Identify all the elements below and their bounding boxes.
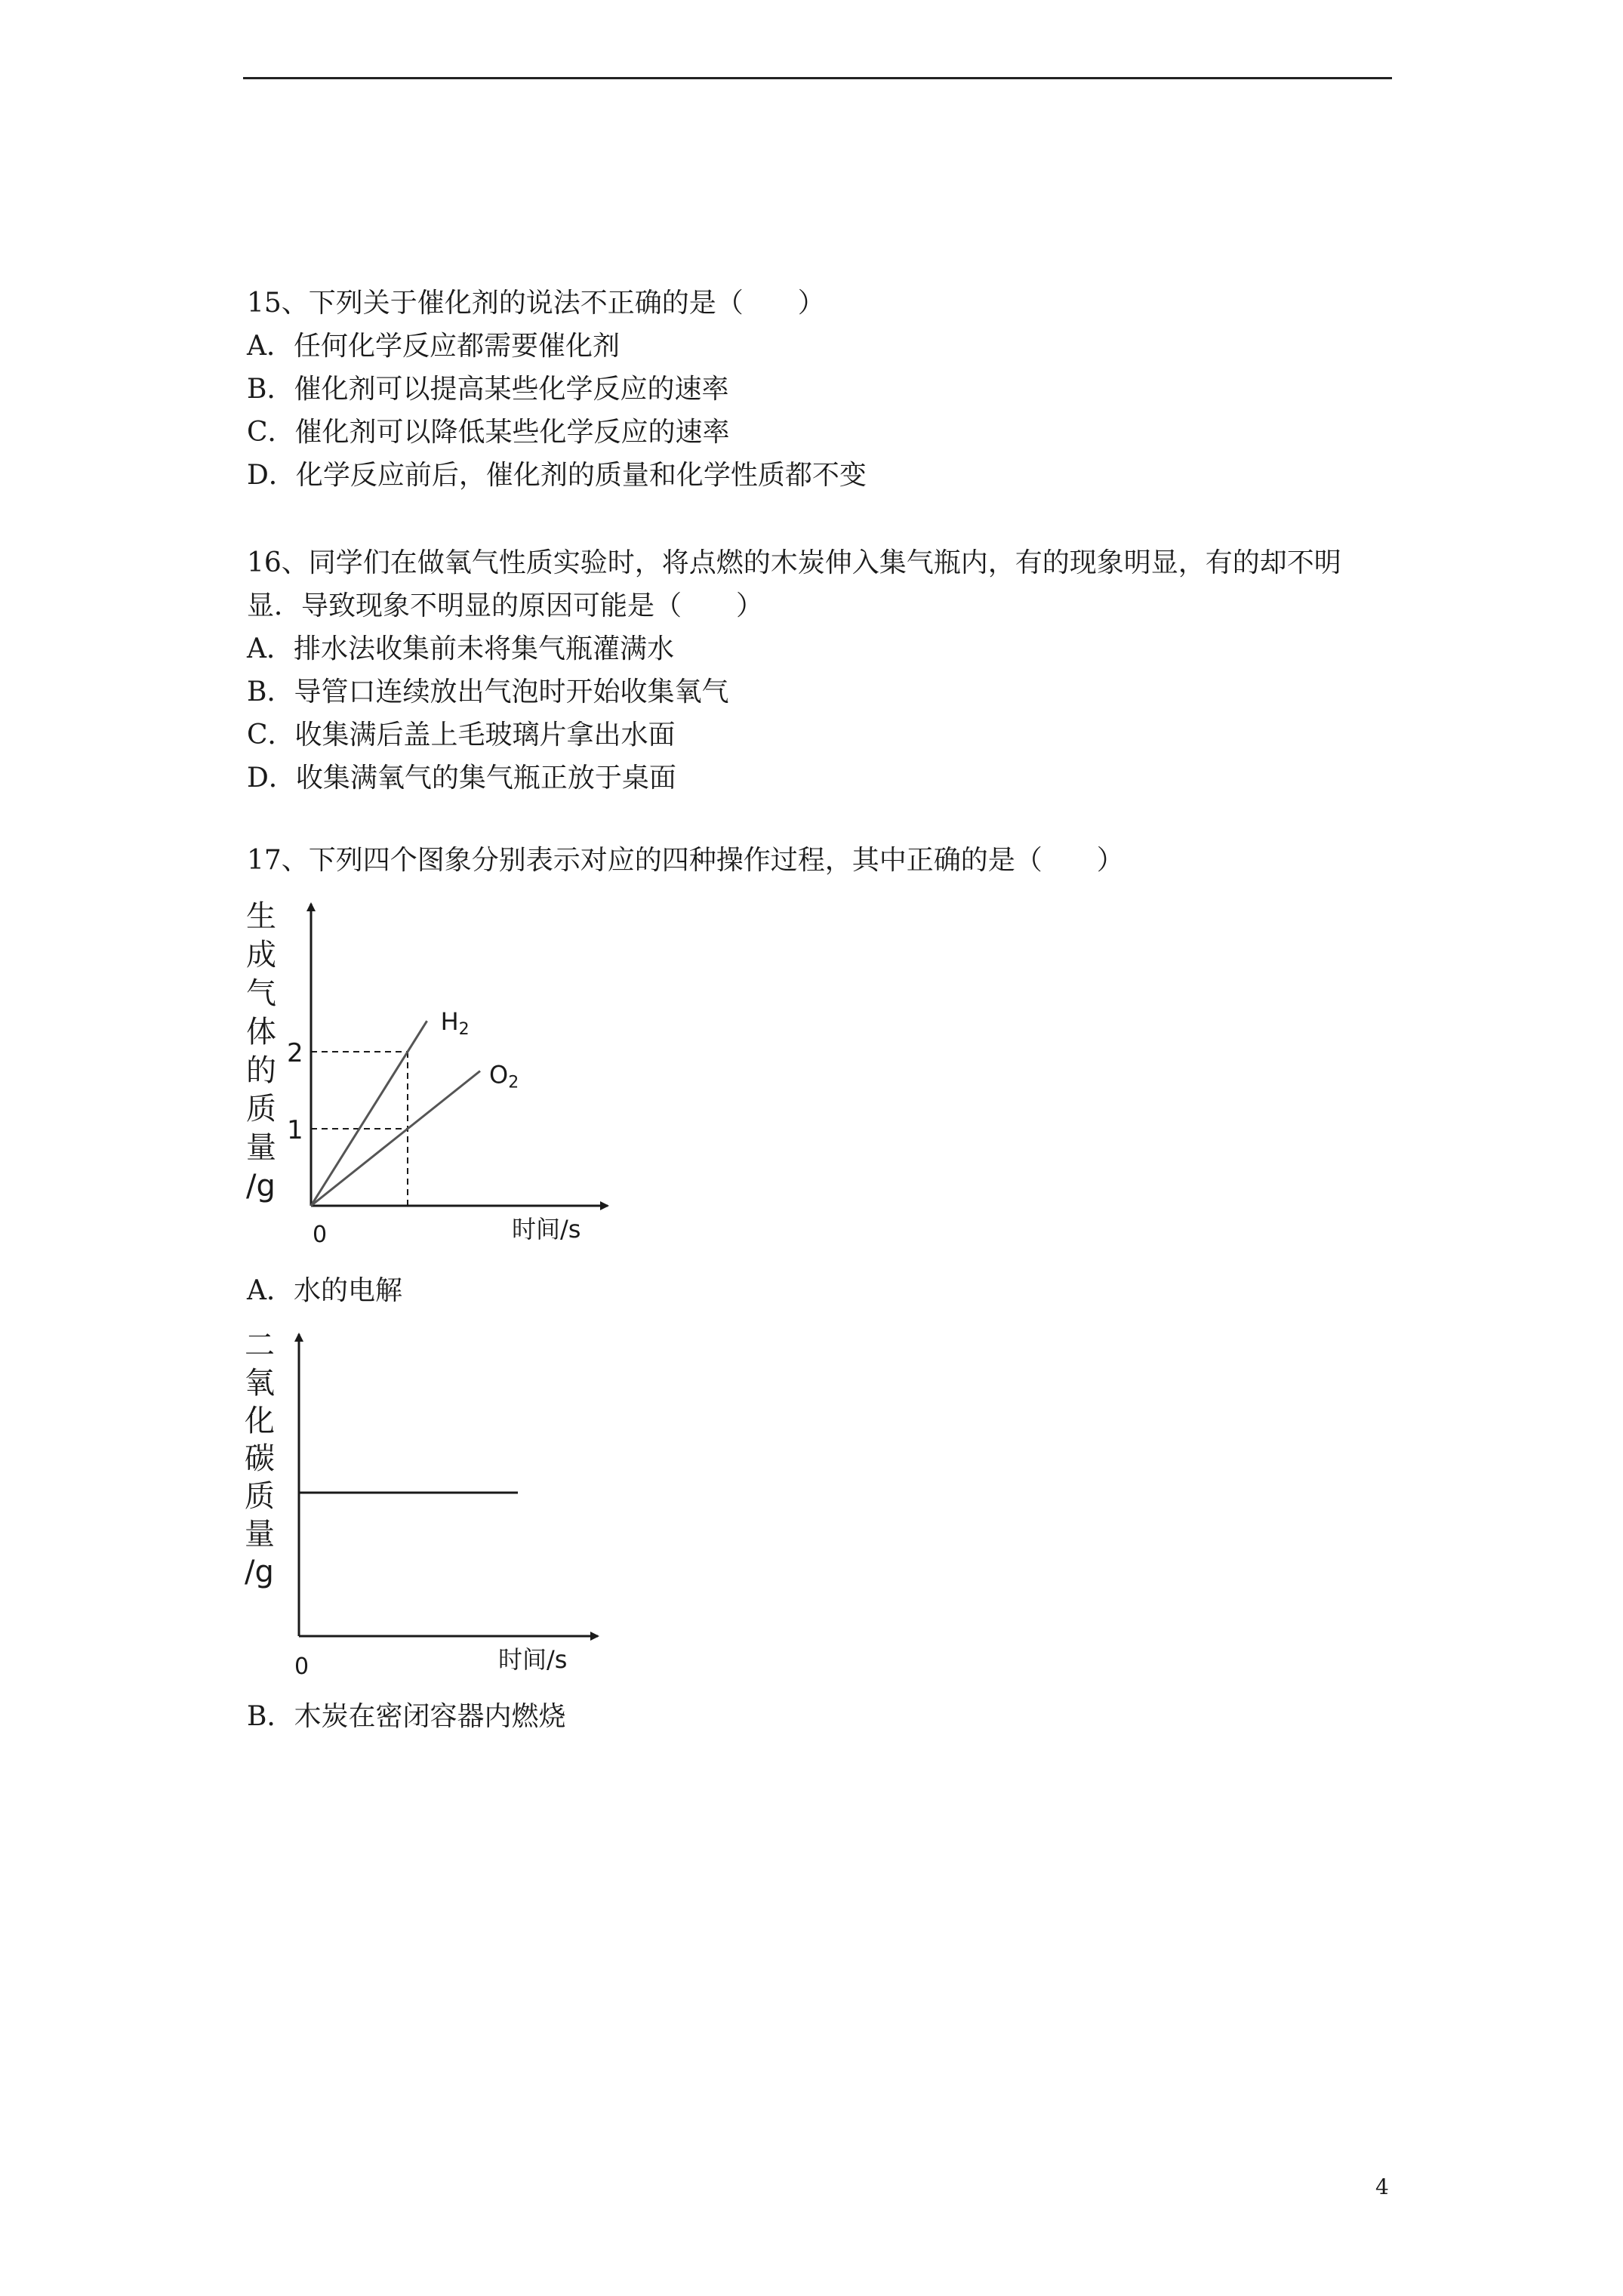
y-tick-label-1: 1: [287, 1115, 303, 1145]
y-axis-label: [245, 1328, 275, 1589]
series-label-o2: O2: [489, 1060, 519, 1093]
chart-water-electrolysis: [242, 895, 634, 1257]
y-axis-label-char: 生: [246, 899, 276, 934]
q16-option-a: A．排水法收集前未将集气瓶灌满水: [247, 633, 674, 664]
y-axis-label-char: 的: [246, 1053, 276, 1088]
chart-charcoal-combustion: [242, 1325, 634, 1687]
q15-option-a: A．任何化学反应都需要催化剂: [247, 331, 620, 362]
y-axis-label-char: 二: [245, 1328, 275, 1363]
q15-option-c: C．催化剂可以降低某些化学反应的速率: [247, 417, 730, 448]
q15-option-d: D．化学反应前后，催化剂的质量和化学性质都不变: [247, 460, 867, 491]
y-axis-label-char: 成: [246, 938, 276, 972]
x-axis-label: 时间/s: [498, 1645, 568, 1674]
y-axis-label-char: 体: [246, 1015, 276, 1049]
x-axis-label: 时间/s: [512, 1215, 581, 1244]
y-axis-label-char: 化: [245, 1404, 275, 1438]
y-axis-label-char: 质: [246, 1092, 276, 1126]
q17-option-b: B．木炭在密闭容器内燃烧: [247, 1701, 566, 1732]
q16-stem-line1: 16、同学们在做氧气性质实验时，将点燃的木炭伸入集气瓶内，有的现象明显，有的却不明: [247, 547, 1341, 578]
header-rule: [243, 77, 1392, 79]
q16-option-c: C．收集满后盖上毛玻璃片拿出水面: [247, 720, 676, 750]
q15-stem: 15、下列关于催化剂的说法不正确的是（ ）: [247, 288, 825, 319]
y-axis-label-char: 量: [245, 1517, 275, 1552]
q16-stem-line2: 显．导致现象不明显的原因可能是（ ）: [247, 590, 764, 621]
series-line-o2: [311, 1071, 480, 1207]
q17-option-a: A．水的电解: [247, 1275, 402, 1306]
q16-option-d: D．收集满氧气的集气瓶正放于桌面: [247, 763, 676, 794]
y-tick-label-2: 2: [287, 1038, 303, 1068]
y-axis-label: [246, 899, 276, 1203]
y-axis-label-char: /g: [246, 1169, 276, 1203]
y-axis-label-char: 质: [245, 1479, 275, 1514]
y-axis-label-char: 气: [246, 976, 276, 1011]
origin-label: 0: [313, 1222, 328, 1248]
q16-option-b: B．导管口连续放出气泡时开始收集氧气: [247, 676, 729, 707]
y-axis-label-char: /g: [245, 1555, 274, 1589]
q17-stem: 17、下列四个图象分别表示对应的四种操作过程，其中正确的是（ ）: [247, 845, 1124, 876]
y-axis-label-char: 量: [246, 1130, 276, 1165]
page-number: 4: [1375, 2174, 1389, 2199]
q15-option-b: B．催化剂可以提高某些化学反应的速率: [247, 374, 729, 405]
y-axis-label-char: 碳: [245, 1441, 275, 1476]
series-line-h2: [311, 1021, 427, 1206]
series-label-h2: H2: [440, 1007, 470, 1040]
origin-label: 0: [294, 1653, 310, 1680]
y-axis-label-char: 氧: [245, 1366, 275, 1401]
